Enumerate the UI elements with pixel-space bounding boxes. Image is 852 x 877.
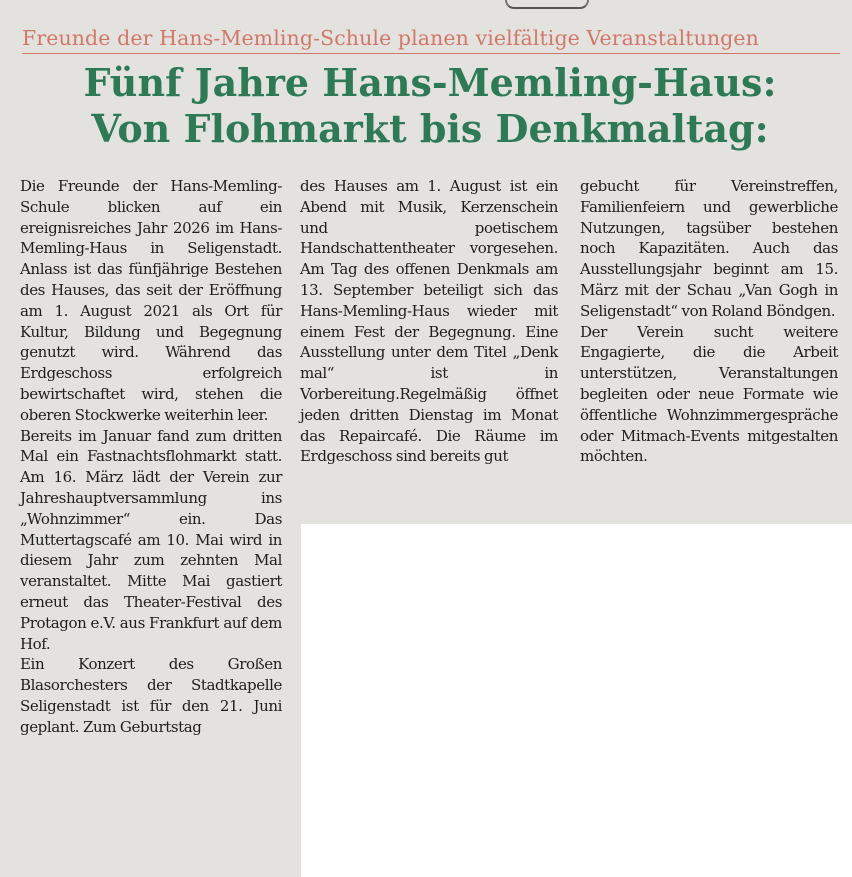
article-headline [20, 60, 840, 152]
article-column-1 [20, 176, 282, 738]
torn-edge-decoration [505, 0, 589, 9]
article-kicker: Freunde der Hans-Memling-Schule planen vielfältige Veranstaltungen [22, 26, 759, 50]
column-3-paragraph-2: Der Verein sucht weitere Engagierte, die die Arbeit unterstützen, Veranstaltungen begleiten oder neue Formate wie öffentliche Wohnzimmergespräche oder Mitmach-Events mitgestalten möchten. [580, 322, 838, 466]
kicker-underline [22, 53, 840, 54]
column-1-paragraph-1: Die Freunde der Hans-Memling-Schule blicken auf ein ereignisreiches Jahr 2026 im Hans-Memling-Haus in Seligenstadt. Anlass ist das fünfjährige Bestehen des Hauses, das seit der Eröffnung am 1. August 2021 als Ort für Kultur, Bildung und Begegnung genutzt wird. Während das Erdgeschoss erfolgreich bewirtschaftet wird, stehen die oberen Stockwerke weiterhin leer. [20, 177, 282, 424]
article-column-2 [300, 176, 558, 467]
column-1-paragraph-2: Bereits im Januar fand zum dritten Mal ein Fastnachtsflohmarkt statt. Am 16. März lädt der Verein zur Jahreshauptversammlung ins „Wohnzimmer“ ein. Das Muttertagscafé am 10. Mai wird in diesem Jahr zum zehnten Mal veranstaltet. Mitte Mai gastiert erneut das Theater-Festival des Protagon e.V. aus Frankfurt auf dem Hof. [20, 426, 282, 653]
article-column-3 [580, 176, 838, 467]
column-2-paragraph-1: des Hauses am 1. August ist ein Abend mit Musik, Kerzenschein und poetischem Handschattentheater vorgesehen. Am Tag des offenen Denkmals am 13. September beteiligt sich das Hans-Memling-Haus wieder mit einem Fest der Begegnung. Eine Ausstellung unter dem Titel „Denk mal“ ist in Vorbereitung.Regelmäßig öffnet jeden dritten Dienstag im Monat das Repaircafé. Die Räume im Erdgeschoss sind bereits gut [300, 177, 558, 466]
headline-line-2: Von Flohmarkt bis Denkmaltag: [91, 106, 769, 151]
headline-line-1: Fünf Jahre Hans-Memling-Haus: [83, 60, 777, 105]
column-1-paragraph-3: Ein Konzert des Großen Blasorchesters der Stadtkapelle Seligenstadt ist für den 21. Juni geplant. Zum Geburtstag [20, 655, 282, 736]
column-3-paragraph-1: gebucht für Vereinstreffen, Familienfeiern und gewerbliche Nutzungen, tagsüber bestehen noch Kapazitäten. Auch das Ausstellungsjahr beginnt am 15. März mit der Schau „Van Gogh in Seligenstadt“ von Roland Böndgen. [580, 177, 838, 320]
